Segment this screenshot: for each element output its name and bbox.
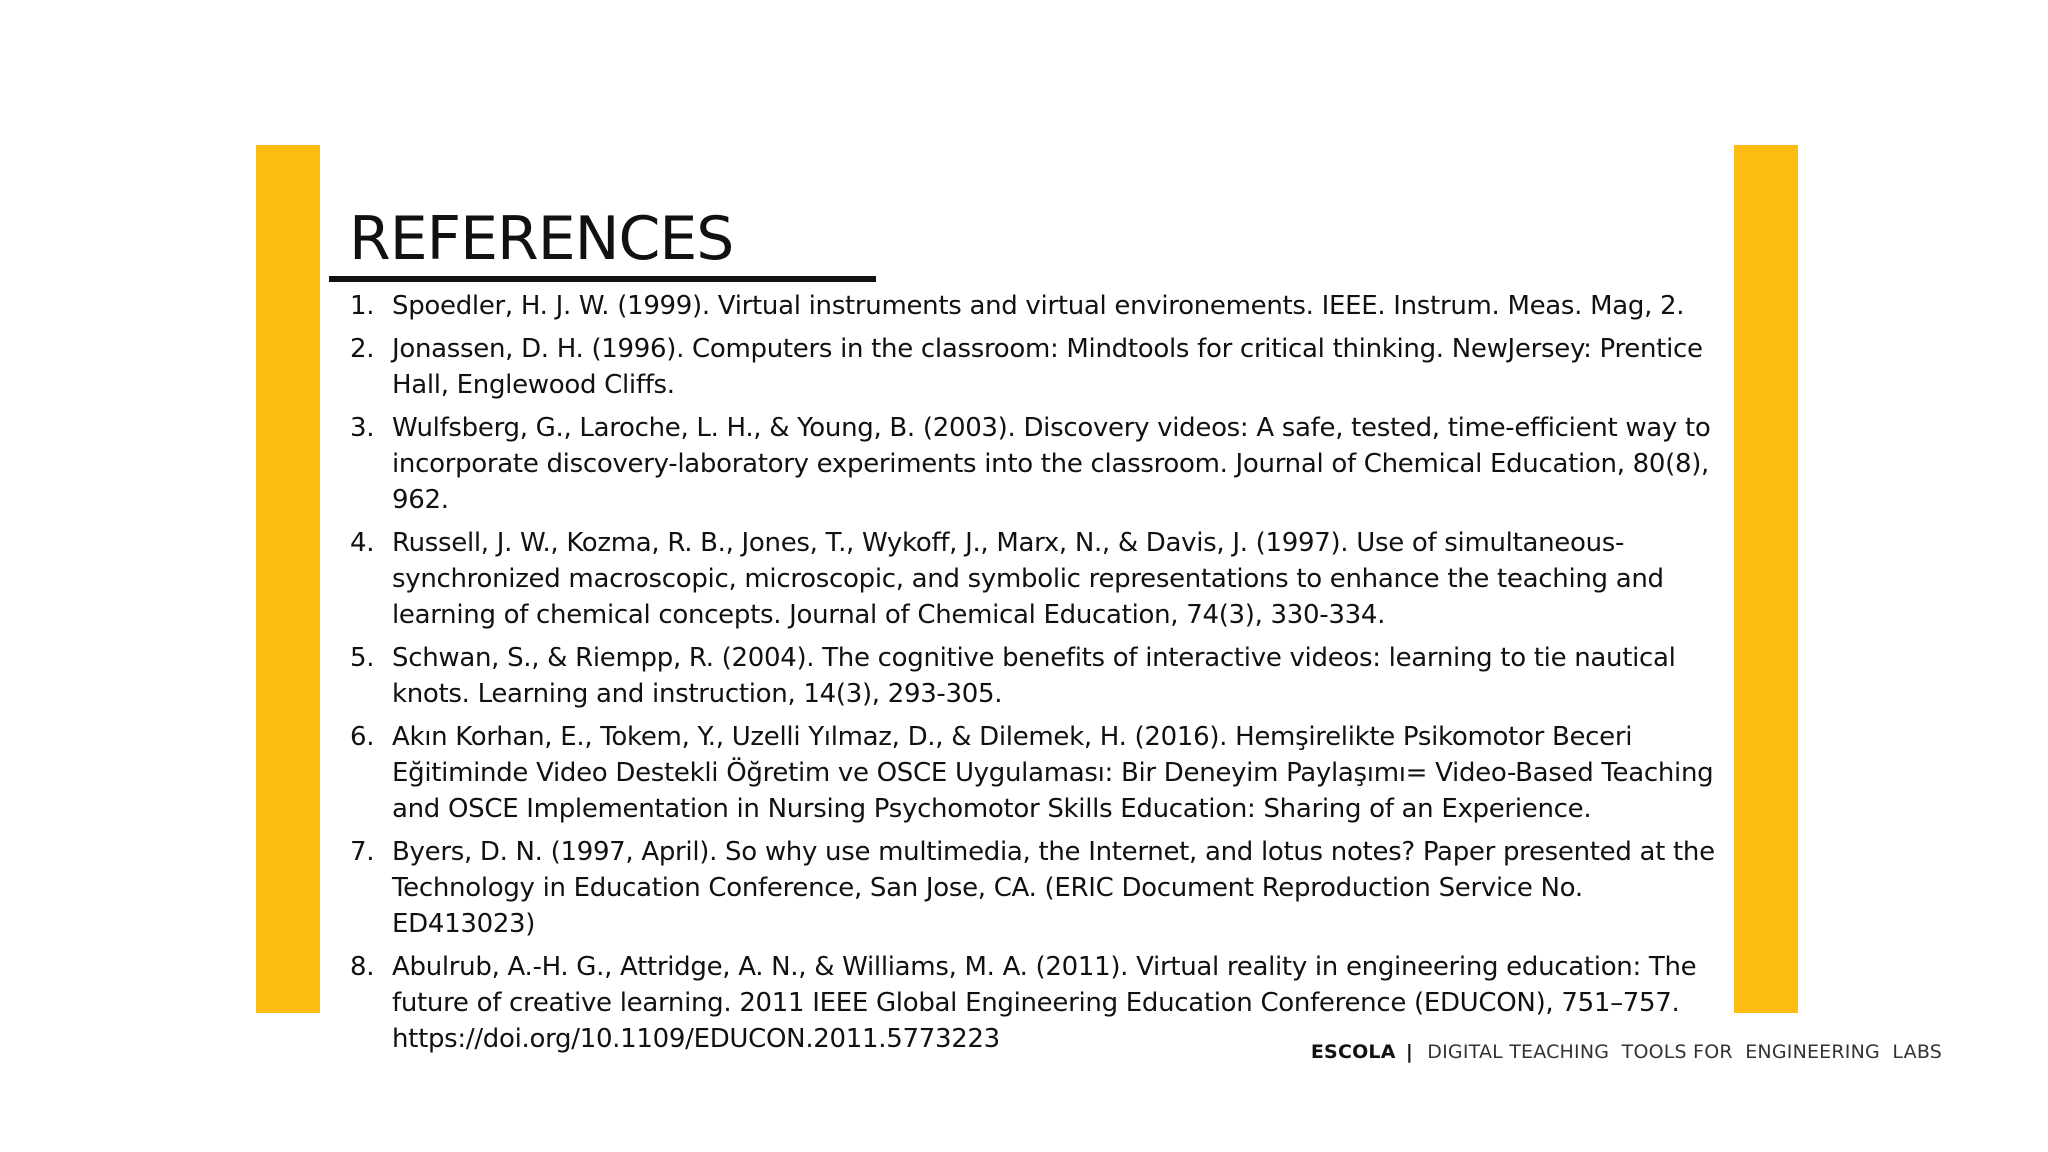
reference-text: Byers, D. N. (1997, April). So why use multimedia, the Internet, and lotus notes? Paper presented at the Technology in Education Conference, San Jose, CA. (ERIC Document Reproduction Service No. ED413023) <box>392 837 1715 939</box>
footer-brand: ESCOLA <box>1310 1041 1396 1063</box>
page-title: REFERENCES <box>349 204 734 274</box>
reference-text: Russell, J. W., Kozma, R. B., Jones, T., Wykoff, J., Marx, N., & Davis, J. (1997). Use of simultaneous-synchronized macroscopic, microscopic, and symbolic representations to enhance the teaching and learning of chemical concepts. Journal of Chemical Education, 74(3), 330-334. <box>392 528 1664 630</box>
reference-item-3 <box>350 410 1720 518</box>
reference-number: 6. <box>350 722 375 752</box>
reference-text: Wulfsberg, G., Laroche, L. H., & Young, B. (2003). Discovery videos: A safe, tested, time-efficient way to incorporate discovery-laboratory experiments into the classroom. Journal of Chemical Education, 80(8), 962. <box>392 413 1711 515</box>
reference-item-1 <box>350 288 1720 324</box>
reference-item-2 <box>350 331 1720 403</box>
footer <box>1311 1039 1942 1065</box>
reference-number: 2. <box>350 334 375 364</box>
reference-number: 5. <box>350 643 375 673</box>
title-underline <box>329 276 876 282</box>
reference-text: Abulrub, A.-H. G., Attridge, A. N., & Williams, M. A. (2011). Virtual reality in engineering education: The future of creative learning. 2011 IEEE Global Engineering Education Conference (EDUCON), 751–757. https://doi.org/10.1109/EDUCON.2011.5773223 <box>392 952 1697 1054</box>
reference-number: 8. <box>350 952 375 982</box>
reference-text: Spoedler, H. J. W. (1999). Virtual instruments and virtual environements. IEEE. Instrum. Meas. Mag, 2. <box>392 291 1685 321</box>
reference-list <box>350 288 1720 1064</box>
reference-text: Schwan, S., & Riempp, R. (2004). The cognitive benefits of interactive videos: learning to tie nautical knots. Learning and instruction, 14(3), 293-305. <box>392 643 1676 709</box>
reference-item-4 <box>350 525 1720 633</box>
right-accent-bar <box>1734 145 1798 1013</box>
footer-separator: | <box>1405 1041 1414 1063</box>
reference-item-7 <box>350 834 1720 942</box>
reference-text: Akın Korhan, E., Tokem, Y., Uzelli Yılmaz, D., & Dilemek, H. (2016). Hemşirelikte Psikomotor Beceri Eğitiminde Video Destekli Öğretim ve OSCE Uygulaması: Bir Deneyim Paylaşımı= Video-Based Teaching and OSCE Implementation in Nursing Psychomotor Skills Education: Sharing of an Experience. <box>392 722 1714 824</box>
left-accent-bar <box>256 145 320 1013</box>
reference-number: 4. <box>350 528 375 558</box>
reference-number: 1. <box>350 291 375 321</box>
reference-text: Jonassen, D. H. (1996). Computers in the classroom: Mindtools for critical thinking. NewJersey: Prentice Hall, Englewood Cliffs. <box>392 334 1703 400</box>
reference-item-6 <box>350 719 1720 827</box>
reference-number: 7. <box>350 837 375 867</box>
reference-number: 3. <box>350 413 375 443</box>
footer-tagline: DIGITAL TEACHING TOOLS FOR ENGINEERING LABS <box>1427 1041 1942 1063</box>
reference-item-5 <box>350 640 1720 712</box>
